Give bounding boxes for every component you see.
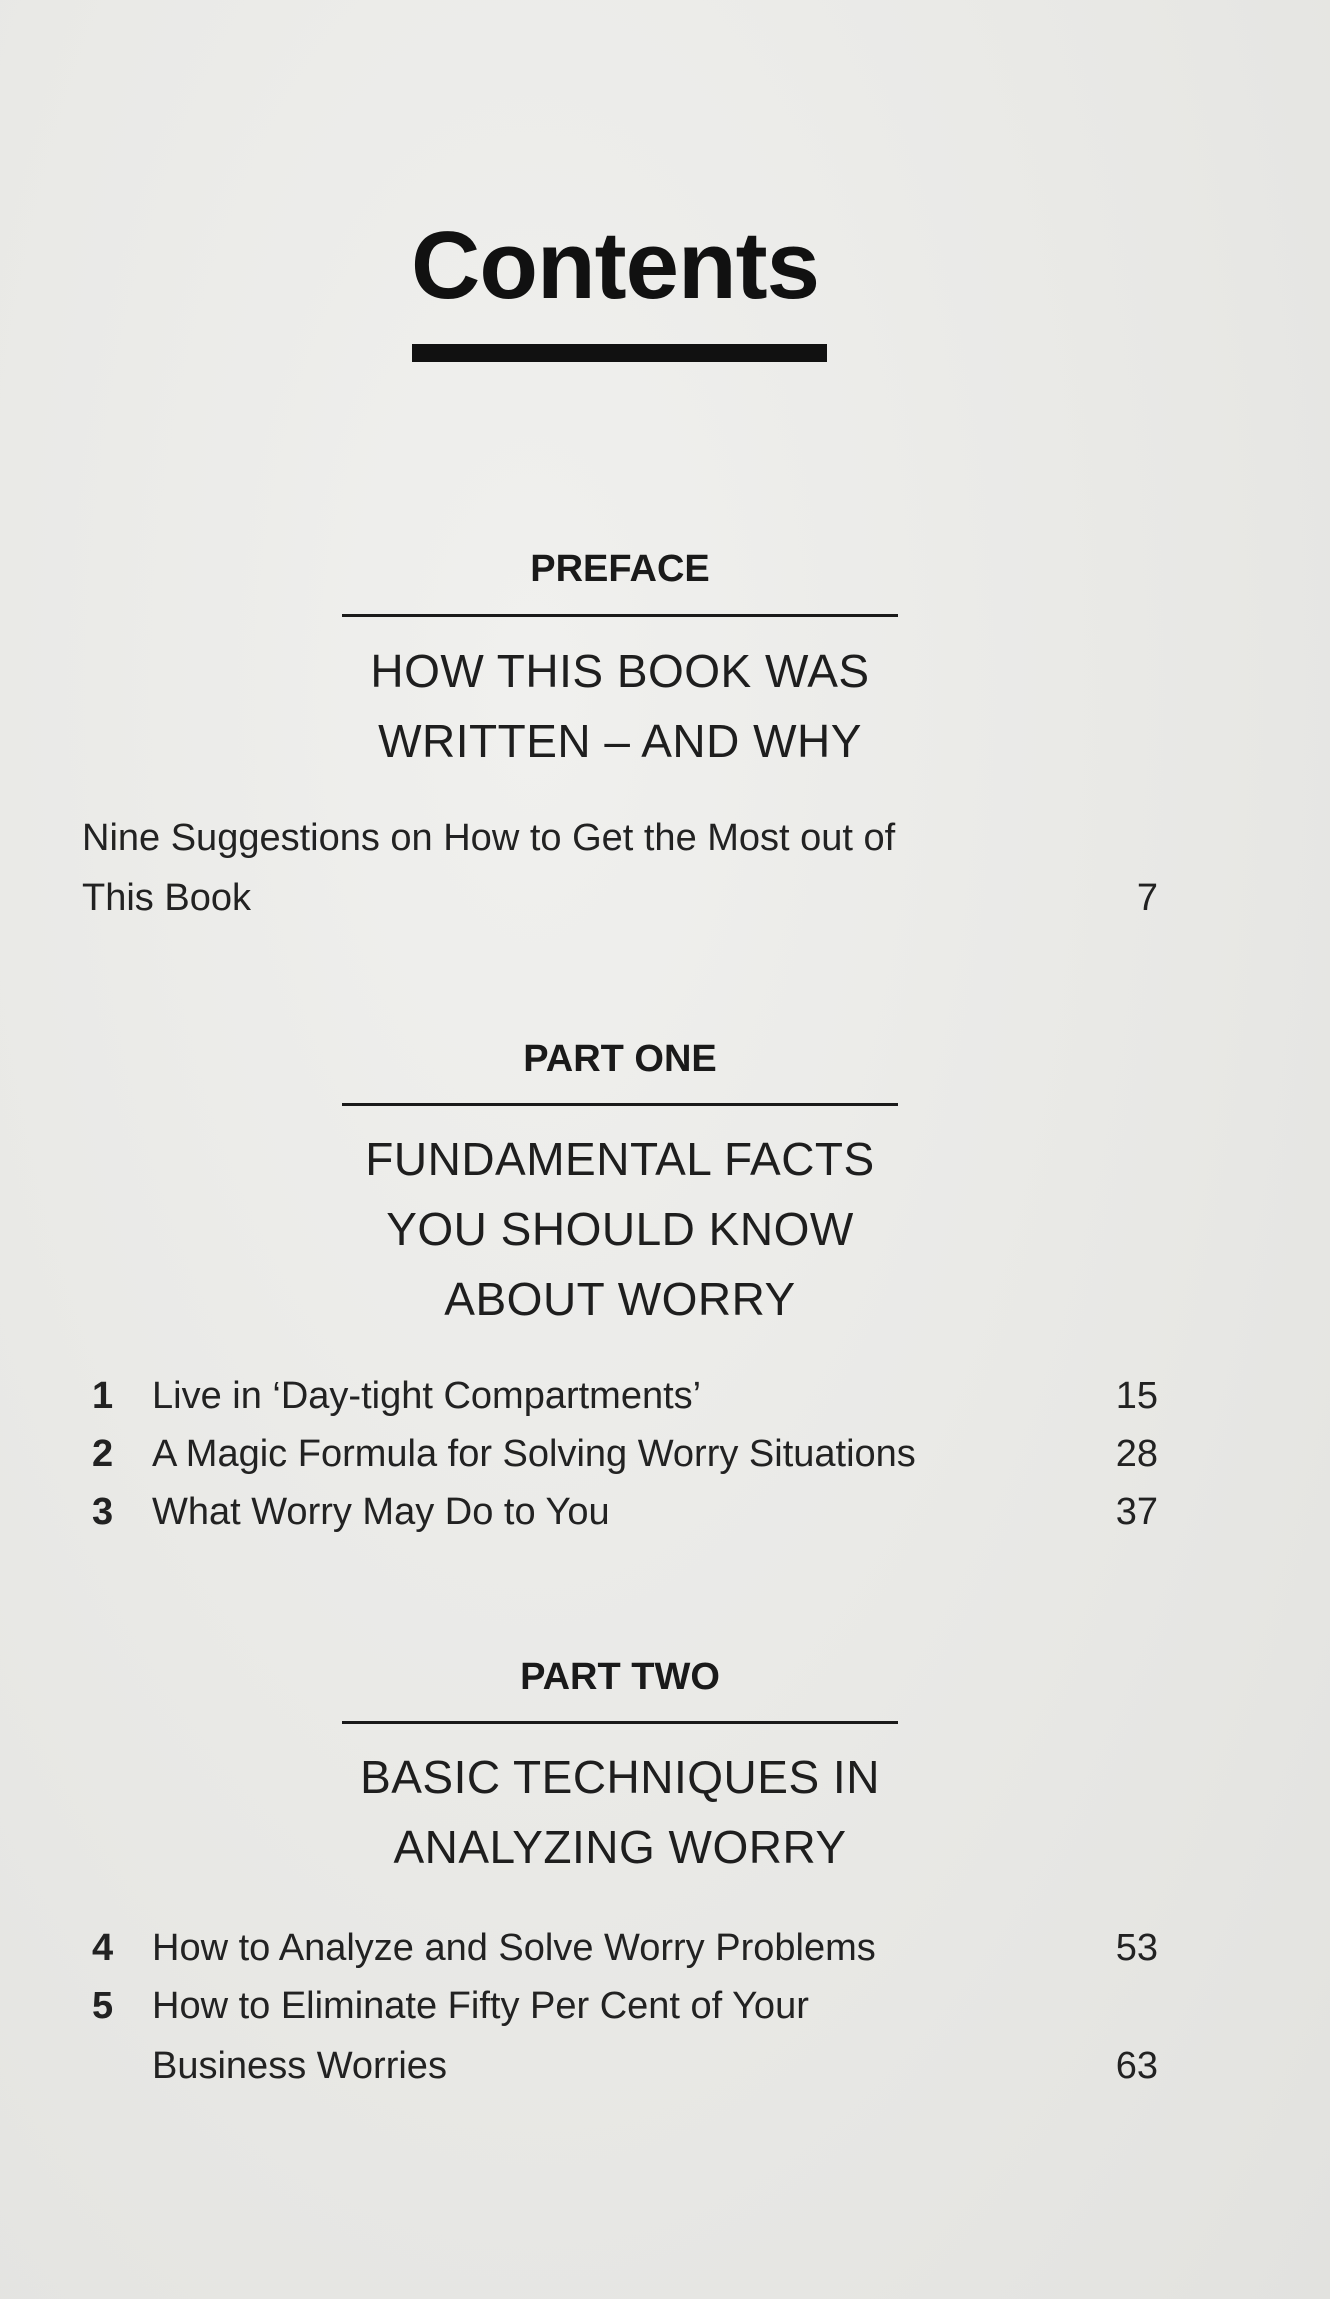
entry-page-number: 7 bbox=[1136, 877, 1158, 919]
page-title-block bbox=[0, 212, 1330, 319]
entry-page-number: 37 bbox=[1115, 1491, 1158, 1533]
chapter-number: 2 bbox=[92, 1433, 114, 1475]
entry-page-number: 63 bbox=[1115, 2045, 1158, 2087]
entry-page-number: 53 bbox=[1115, 1927, 1158, 1969]
part-one-rule bbox=[342, 1103, 898, 1106]
preface-heading-line: WRITTEN – AND WHY bbox=[378, 715, 862, 767]
chapter-title: How to Analyze and Solve Worry Problems bbox=[152, 1927, 876, 1969]
chapter-number: 5 bbox=[92, 1985, 114, 2027]
chapter-number: 1 bbox=[92, 1375, 114, 1417]
chapter-title: How to Eliminate Fifty Per Cent of Your bbox=[152, 1985, 809, 2027]
entry-page-number: 28 bbox=[1115, 1433, 1158, 1475]
part-one-heading bbox=[320, 1124, 920, 1334]
entry-title: Nine Suggestions on How to Get the Most out of bbox=[82, 817, 896, 859]
preface-heading bbox=[320, 636, 920, 776]
chapter-number: 4 bbox=[92, 1927, 114, 1969]
part-two-heading-line: BASIC TECHNIQUES IN bbox=[360, 1751, 880, 1803]
entry-page-number: 15 bbox=[1115, 1375, 1158, 1417]
preface-rule bbox=[342, 614, 898, 617]
part-two-rule bbox=[342, 1721, 898, 1724]
chapter-title: Business Worries bbox=[152, 2045, 447, 2087]
part-one-heading-line: YOU SHOULD KNOW bbox=[386, 1203, 854, 1255]
part-one-label: PART ONE bbox=[523, 1038, 717, 1080]
entry-title: This Book bbox=[82, 877, 251, 919]
title-underline bbox=[412, 344, 827, 362]
preface-label: PREFACE bbox=[530, 548, 710, 590]
chapter-title: Live in ‘Day-tight Compartments’ bbox=[152, 1375, 702, 1417]
preface-heading-line: HOW THIS BOOK WAS bbox=[370, 645, 870, 697]
chapter-title: What Worry May Do to You bbox=[152, 1491, 610, 1533]
page-title: Contents bbox=[411, 212, 819, 319]
part-two-heading-line: ANALYZING WORRY bbox=[393, 1821, 847, 1873]
part-two-heading bbox=[320, 1742, 920, 1882]
part-two-label: PART TWO bbox=[520, 1656, 720, 1698]
part-one-heading-line: ABOUT WORRY bbox=[444, 1273, 796, 1325]
chapter-title: A Magic Formula for Solving Worry Situations bbox=[152, 1433, 916, 1475]
chapter-number: 3 bbox=[92, 1491, 114, 1533]
part-one-heading-line: FUNDAMENTAL FACTS bbox=[365, 1133, 875, 1185]
